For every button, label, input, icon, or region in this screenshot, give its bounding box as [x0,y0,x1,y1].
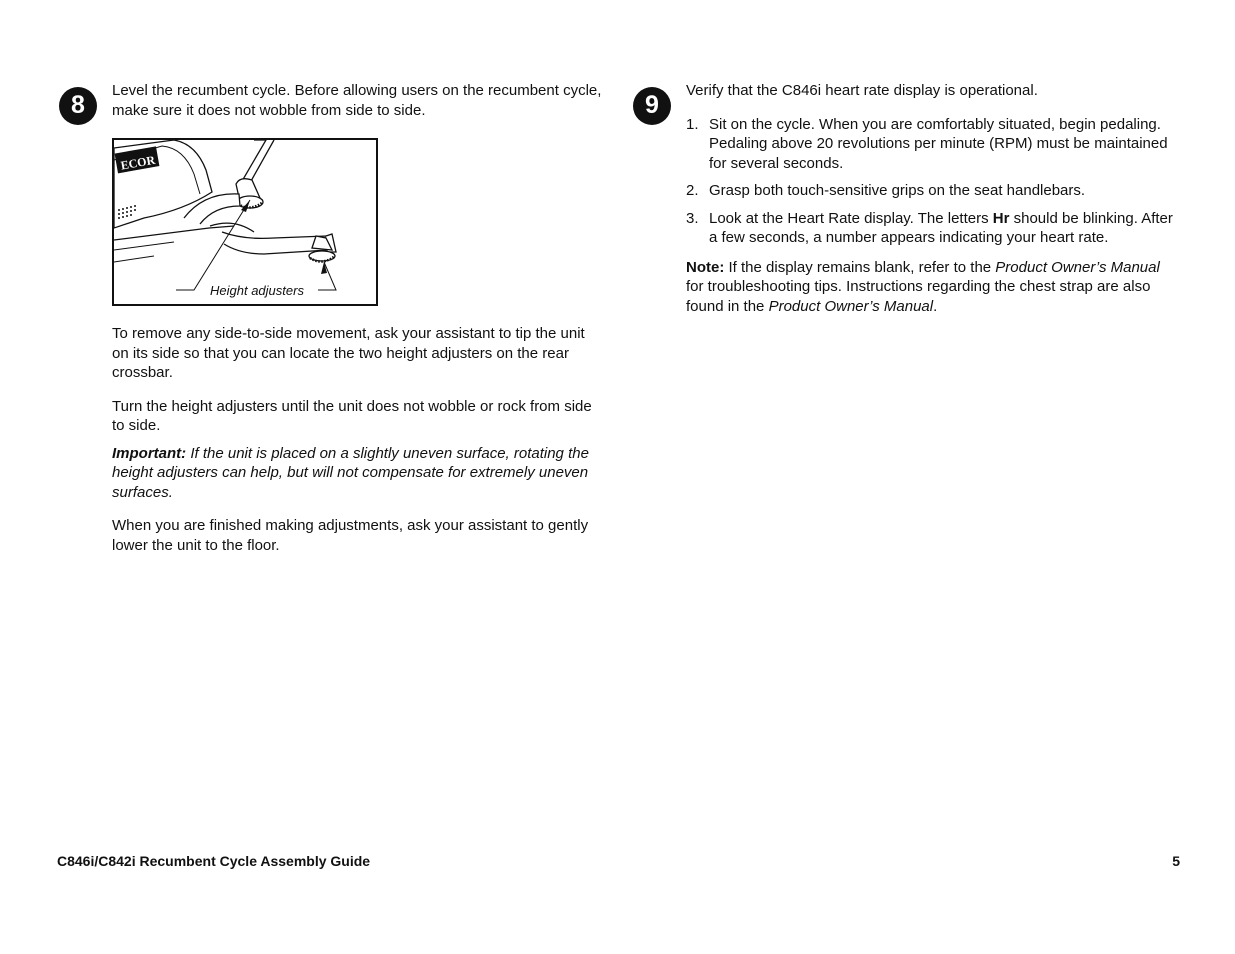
list-item [686,209,1178,248]
hr-letters: Hr [992,209,1010,227]
step-8-badge [59,87,97,125]
important-text: If the unit is placed on a slightly uneven surface, rotating the height adjusters can help, but will not compensate for extremely uneven surfaces. [112,444,589,501]
step-9-badge [633,87,671,125]
figure-caption: Height adjusters [210,283,304,298]
list-item [686,115,1178,174]
manual-reference-1: Product Owner’s Manual [995,258,1160,276]
step-9-number: 9 [645,91,659,120]
manual-reference-2: Product Owner’s Manual [768,297,934,315]
step-9-list [686,115,1178,248]
note-label: Note: [686,258,725,276]
footer-title: C846i/C842i Recumbent Cycle Assembly Guide [57,853,371,869]
step-9-intro: Verify that the C846i heart rate display is operational. [686,82,1038,99]
page-number: 5 [1172,853,1180,869]
recumbent-cycle-illustration [114,140,376,304]
step-8-details [112,324,604,555]
list-item [686,181,1178,201]
height-adjusters-figure [112,138,378,306]
brand-logo-text: ECOR [119,152,157,173]
list-item-number: 2. [686,182,699,199]
list-item-text-after: should be blinking. After a few seconds, a number appears indicating your heart rate. [709,209,1173,246]
step-8-column [112,81,604,120]
important-label: Important: [112,444,187,462]
step-9-column [686,81,1178,316]
important-note [112,444,604,503]
note-text-1: If the display remains blank, refer to the [724,258,996,276]
step-8-number: 8 [71,91,85,120]
remove-movement-paragraph: To remove any side-to-side movement, ask your assistant to tip the unit on its side so that you can locate the two height adjusters on the rear crossbar. [112,325,585,381]
list-item-text: Grasp both touch-sensitive grips on the seat handlebars. [709,182,1086,199]
list-item-number: 3. [686,209,699,227]
turn-adjusters-paragraph: Turn the height adjusters until the unit does not wobble or rock from side to side. [112,397,592,434]
list-item-text-before: Look at the Heart Rate display. The letters [709,209,993,227]
note-text-2: for troubleshooting tips. Instructions regarding the chest strap are also found in the [686,278,1151,315]
note-text-3: . [933,297,938,315]
list-item-number: 1. [686,115,699,133]
note-paragraph [686,258,1178,317]
finish-paragraph: When you are finished making adjustments, ask your assistant to gently lower the unit to the floor. [112,517,589,554]
list-item-text: Sit on the cycle. When you are comfortably situated, begin pedaling. Pedaling above 20 revolutions per minute (RPM) must be maintained for several seconds. [709,115,1168,172]
step-8-intro: Level the recumbent cycle. Before allowing users on the recumbent cycle, make sure it does not wobble from side to side. [112,82,602,119]
